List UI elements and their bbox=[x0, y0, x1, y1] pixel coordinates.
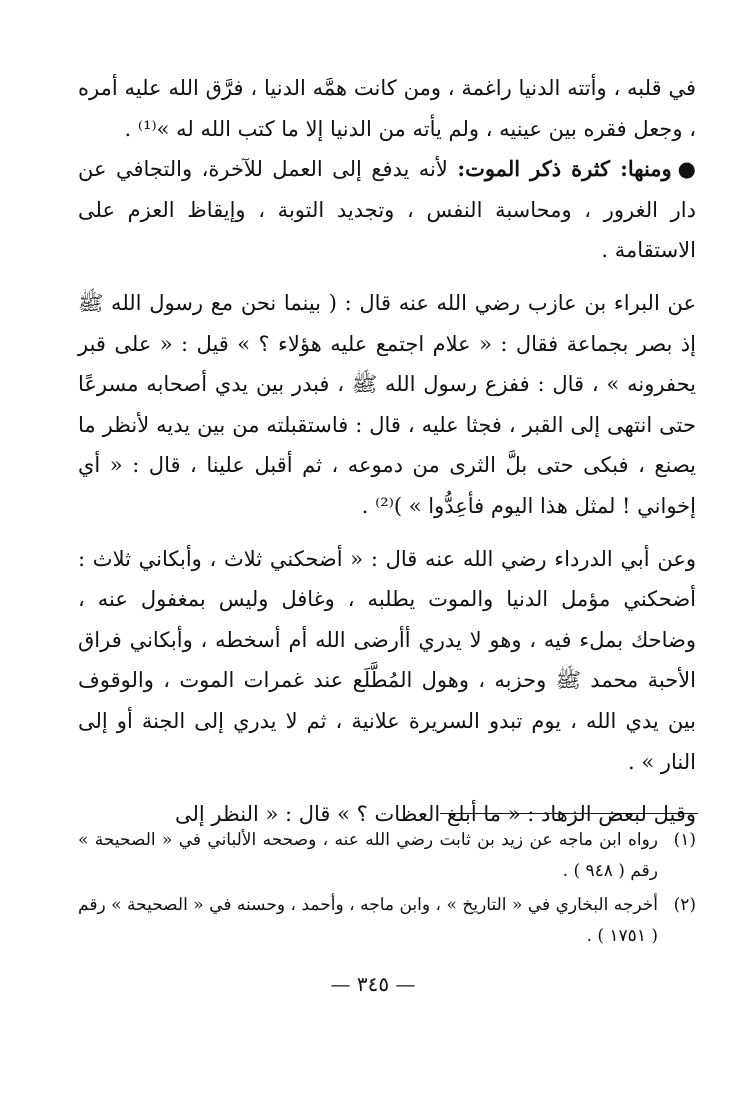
paragraph-bara-hadith bbox=[78, 283, 696, 527]
paragraph-text: عن البراء بن عازب رضي الله عنه قال : ( بينما نحن مع رسول الله ﷺ إذ بصر بجماعة فقال : « علام اجتمع عليه هؤلاء ؟ » قيل : « على قبر يحفرونه » ، قال : ففزع رسول الله ﷺ ، فبدر بين يدي أصحابه مسرعًا حتى انتهى إلى القبر ، فجثا عليه ، قال : فاستقبلته من بين يديه لأنظر ما يصنع ، فبكى حتى بلَّ الثرى من دموعه ، ثم أقبل علينا ، قال : « أي إخواني ! لمثل هذا اليوم فأعِدُّوا » )⁽²⁾ . bbox=[78, 290, 696, 518]
footnote-number: (١) bbox=[673, 830, 696, 850]
footnote-divider bbox=[440, 813, 698, 814]
paragraph-hadith-continuation bbox=[78, 68, 696, 149]
footnotes bbox=[78, 825, 696, 955]
paragraph-text: وعن أبي الدرداء رضي الله عنه قال : « أضحكني ثلاث ، وأبكاني ثلاث : أضحكني مؤمل الدنيا والموت يطلبه ، وغافل وليس بمغفول عنه ، وضاحك بملء فيه ، وهو لا يدري أأرضى الله أم أسخطه ، وأبكاني فراق الأحبة محمد ﷺ وحزبه ، وهول المُطَّلَع عند غمرات الموت ، والوقوف بين يدي الله ، يوم تبدو السريرة علانية ، ثم لا يدري إلى الجنة أو إلى النار » . bbox=[78, 546, 696, 774]
footnote-text: رواه ابن ماجه عن زيد بن ثابت رضي الله عنه ، وصححه الألباني في « الصحيحة » رقم ( ٩٤٨ ) . bbox=[78, 830, 658, 881]
paragraph-text: في قلبه ، وأتته الدنيا راغمة ، ومن كانت همَّه الدنيا ، فرَّق الله عليه أمره ، وجعل فقره بين عينيه ، ولم يأته من الدنيا إلا ما كتب الله له »⁽¹⁾ . bbox=[78, 76, 696, 141]
footnote-number: (٢) bbox=[673, 895, 696, 915]
footnote-2 bbox=[78, 890, 696, 952]
paragraph-text: وقيل لبعض الزهاد : « ما أبلغ العظات ؟ » قال : « النظر إلى bbox=[175, 802, 696, 827]
page-number: — ٣٤٥ — bbox=[330, 972, 416, 996]
paragraph-text: لأنه يدفع إلى العمل للآخرة، والتجافي عن دار الغرور ، ومحاسبة النفس ، وتجديد التوبة ، وإيقاظ العزم على الاستقامة . bbox=[78, 157, 696, 263]
footnote-1 bbox=[78, 825, 696, 887]
paragraph-remembering-death bbox=[78, 149, 696, 271]
bullet-icon: ● bbox=[677, 157, 696, 182]
section-heading: ومنها: كثرة ذكر الموت: bbox=[457, 156, 672, 182]
paragraph-abu-darda bbox=[78, 539, 696, 783]
footnote-text: أخرجه البخاري في « التاريخ » ، وابن ماجه ، وأحمد ، وحسنه في « الصحيحة » رقم ( ١٧٥١ ) . bbox=[78, 895, 658, 946]
main-text bbox=[78, 68, 696, 835]
